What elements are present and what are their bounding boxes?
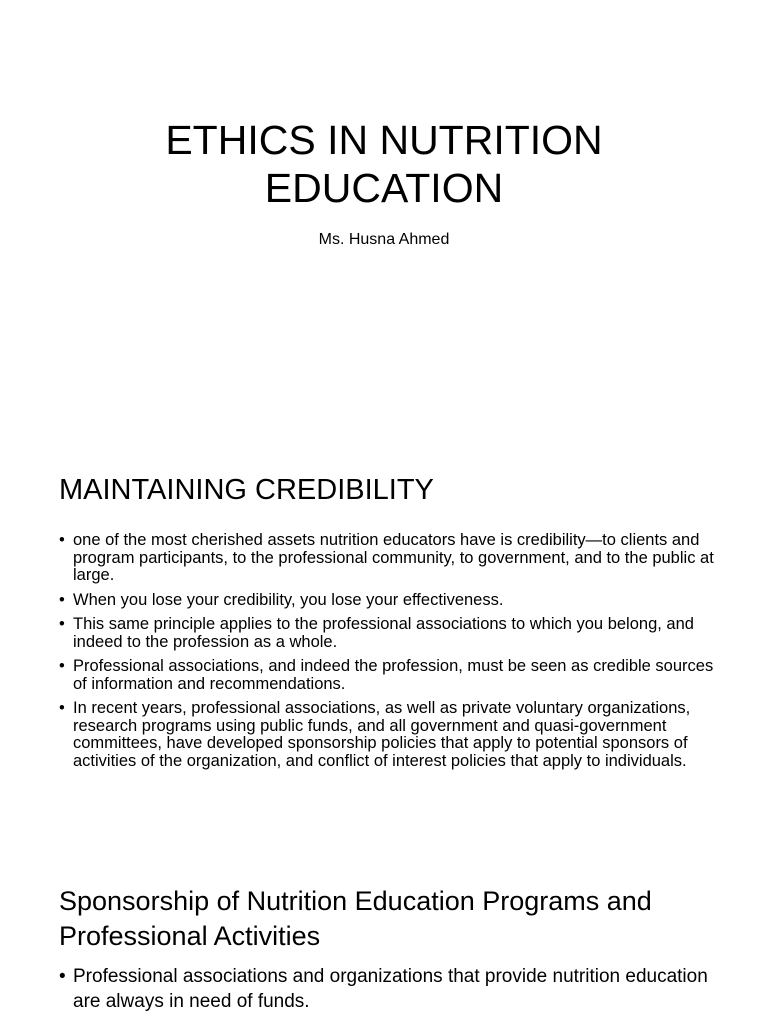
bullet-icon: • bbox=[59, 531, 65, 549]
bullet-icon: • bbox=[59, 615, 65, 633]
bullet-icon: • bbox=[59, 699, 65, 717]
bullet-text: In recent years, professional associations, as well as private voluntary organizations, research programs using public funds, and all government and quasi-government committees, have developed sponsorship policies that apply to potential sponsors of activities of the organization, and conflict of interest policies that apply to individuals. bbox=[73, 699, 691, 770]
bullet-text: Professional associations and organizations that provide nutrition education are always in need of funds. bbox=[73, 966, 708, 1012]
presentation-title bbox=[0, 116, 768, 212]
slide-heading: MAINTAINING CREDIBILITY bbox=[59, 474, 434, 506]
slide-heading: Sponsorship of Nutrition Education Programs and Professional Activities bbox=[59, 886, 652, 951]
bullet-icon: • bbox=[59, 657, 65, 675]
list-item bbox=[59, 700, 719, 770]
bullet-text: This same principle applies to the professional associations to which you belong, and indeed to the profession as a whole. bbox=[73, 615, 694, 651]
bullet-list bbox=[59, 964, 719, 1021]
bullet-icon: • bbox=[59, 590, 65, 609]
sponsorship-slide bbox=[0, 844, 768, 1024]
bullet-text: one of the most cherished assets nutrition educators have is credibility—to clients and program participants, to the professional community, to government, and to the public at large. bbox=[73, 531, 714, 584]
credibility-slide bbox=[0, 432, 768, 844]
list-item bbox=[59, 592, 719, 610]
list-item bbox=[59, 964, 719, 1014]
title-line-1: ETHICS IN NUTRITION bbox=[165, 117, 603, 163]
title-slide bbox=[0, 0, 768, 432]
bullet-text: Professional associations, and indeed the profession, must be seen as credible sources of information and recommendations. bbox=[73, 657, 714, 693]
presenter-name: Ms. Husna Ahmed bbox=[318, 231, 450, 248]
list-item bbox=[59, 616, 719, 651]
list-item bbox=[59, 658, 719, 693]
title-line-2: EDUCATION bbox=[264, 165, 504, 211]
bullet-text: When you lose your credibility, you lose your effectiveness. bbox=[73, 590, 504, 609]
bullet-list bbox=[59, 532, 719, 777]
bullet-icon: • bbox=[59, 966, 66, 987]
list-item bbox=[59, 532, 719, 585]
